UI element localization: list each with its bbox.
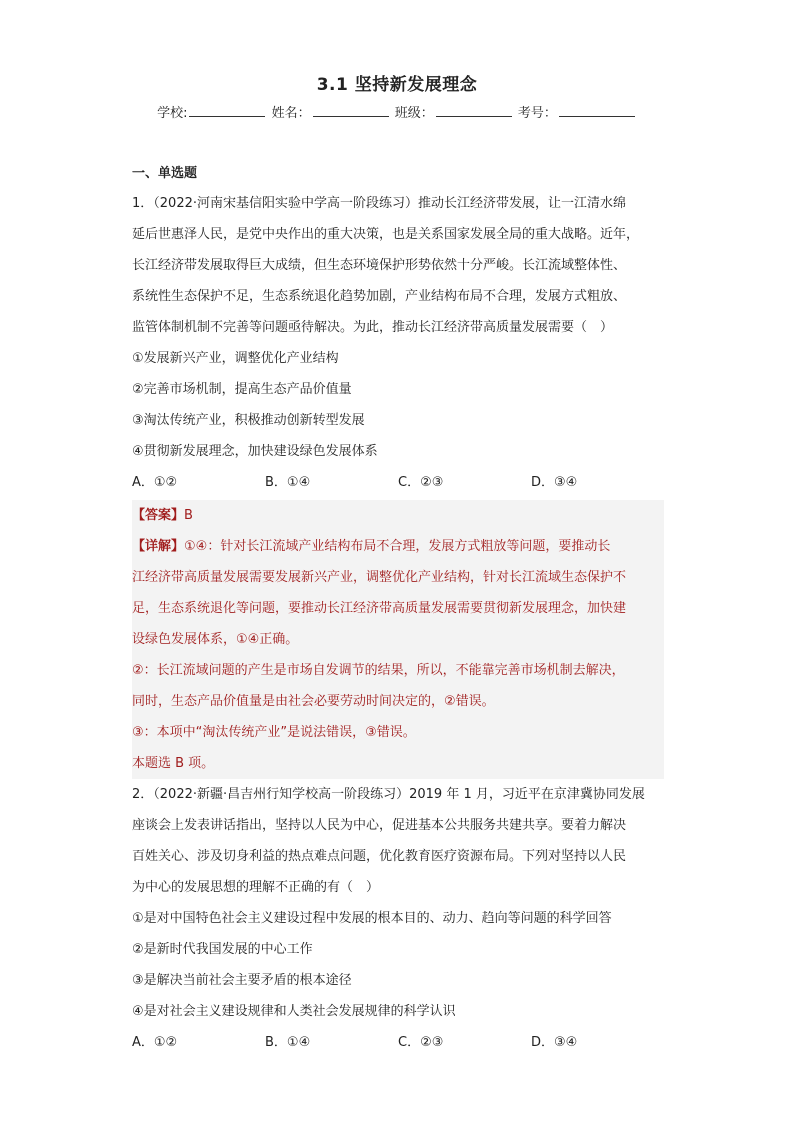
choice-d[interactable]: D．③④	[531, 475, 578, 490]
exam-label: 考号：	[517, 106, 557, 121]
statement-option: ④是对社会主义建设规律和人类社会发展规律的科学认识	[132, 1004, 456, 1019]
answer-tag: 【答案】	[132, 508, 185, 523]
statement-option: ①发展新兴产业，调整优化产业结构	[132, 351, 339, 366]
choice-c[interactable]: C．②③	[398, 475, 444, 490]
choice-b[interactable]: B．①④	[265, 475, 311, 490]
answer-explanation-box	[132, 500, 664, 779]
student-info-line	[0, 102, 794, 121]
question-content	[132, 164, 664, 1058]
name-blank[interactable]	[313, 104, 389, 117]
question-line: 为中心的发展思想的理解不正确的有（ ）	[132, 880, 380, 895]
choice-a[interactable]: A．①②	[132, 1035, 178, 1050]
question-line: 长江经济带发展取得巨大成绩，但生态环境保护形势依然十分严峻。长江流域整体性、	[132, 258, 627, 273]
detail-line: ②：长江流域问题的产生是市场自发调节的结果，所以，不能靠完善市场机制去解决，	[132, 663, 625, 678]
exam-blank[interactable]	[559, 104, 635, 117]
school-label: 学校:	[157, 106, 188, 121]
question-line: 百姓关心、涉及切身利益的热点难点问题，优化教育医疗资源布局。下列对坚持以人民	[132, 849, 627, 864]
detail-text: ①④：针对长江流域产业结构布局不合理，发展方式粗放等问题，要推动长	[184, 539, 611, 554]
detail-line: 设绿色发展体系，①④正确。	[132, 632, 299, 647]
name-label: 姓名：	[271, 106, 311, 121]
class-blank[interactable]	[436, 104, 512, 117]
conclusion-line: 本题选 B 项。	[132, 756, 215, 771]
choice-c[interactable]: C．②③	[398, 1035, 444, 1050]
question-line: 座谈会上发表讲话指出，坚持以人民为中心，促进基本公共服务共建共享。要着力解决	[132, 818, 627, 833]
detail-tag: 【详解】	[132, 539, 185, 554]
question-line: 延后世惠泽人民，是党中央作出的重大决策，也是关系国家发展全局的重大战略。近年，	[132, 227, 640, 242]
choice-a[interactable]: A．①②	[132, 475, 178, 490]
question-2	[132, 779, 664, 1058]
question-line: 2．（2022·新疆·昌吉州行知学校高一阶段练习）2019 年 1 月，习近平在京津冀协同发展	[132, 787, 645, 802]
statement-option: ②是新时代我国发展的中心工作	[132, 942, 313, 957]
school-blank[interactable]	[189, 104, 265, 117]
statement-option: ④贯彻新发展理念，加快建设绿色发展体系	[132, 444, 378, 459]
answer-line	[132, 500, 664, 531]
class-label: 班级：	[394, 106, 434, 121]
detail-line: 足，生态系统退化等问题，要推动长江经济带高质量发展需要贯彻新发展理念，加快建	[132, 601, 627, 616]
statement-option: ②完善市场机制，提高生态产品价值量	[132, 382, 352, 397]
statement-option: ①是对中国特色社会主义建设过程中发展的根本目的、动力、趋向等问题的科学回答	[132, 911, 612, 926]
detail-line: ③：本项中“淘汰传统产业”是说法错误，③错误。	[132, 725, 416, 740]
detail-line: 同时，生态产品价值量是由社会必要劳动时间决定的，②错误。	[132, 694, 495, 709]
question-line: 监管体制机制不完善等问题亟待解决。为此，推动长江经济带高质量发展需要（ ）	[132, 320, 614, 335]
choice-b[interactable]: B．①④	[265, 1035, 311, 1050]
page-title: 3.1 坚持新发展理念	[316, 75, 478, 95]
detail-line	[132, 531, 664, 562]
detail-line: 江经济带高质量发展需要发展新兴产业，调整优化产业结构，针对长江流域生态保护不	[132, 570, 627, 585]
section-title: 一、单选题	[132, 166, 198, 181]
statement-option: ③是解决当前社会主要矛盾的根本途径	[132, 973, 352, 988]
question-1	[132, 188, 664, 779]
question-line: 1．（2022·河南宋基信阳实验中学高一阶段练习）推动长江经济带发展，让一江清水绵	[132, 196, 626, 211]
answer-choices	[132, 1027, 664, 1058]
choice-d[interactable]: D．③④	[531, 1035, 578, 1050]
answer-choices	[132, 467, 664, 498]
statement-option: ③淘汰传统产业，积极推动创新转型发展	[132, 413, 365, 428]
answer-value: B	[184, 508, 193, 523]
question-line: 系统性生态保护不足，生态系统退化趋势加剧，产业结构布局不合理，发展方式粗放、	[132, 289, 627, 304]
